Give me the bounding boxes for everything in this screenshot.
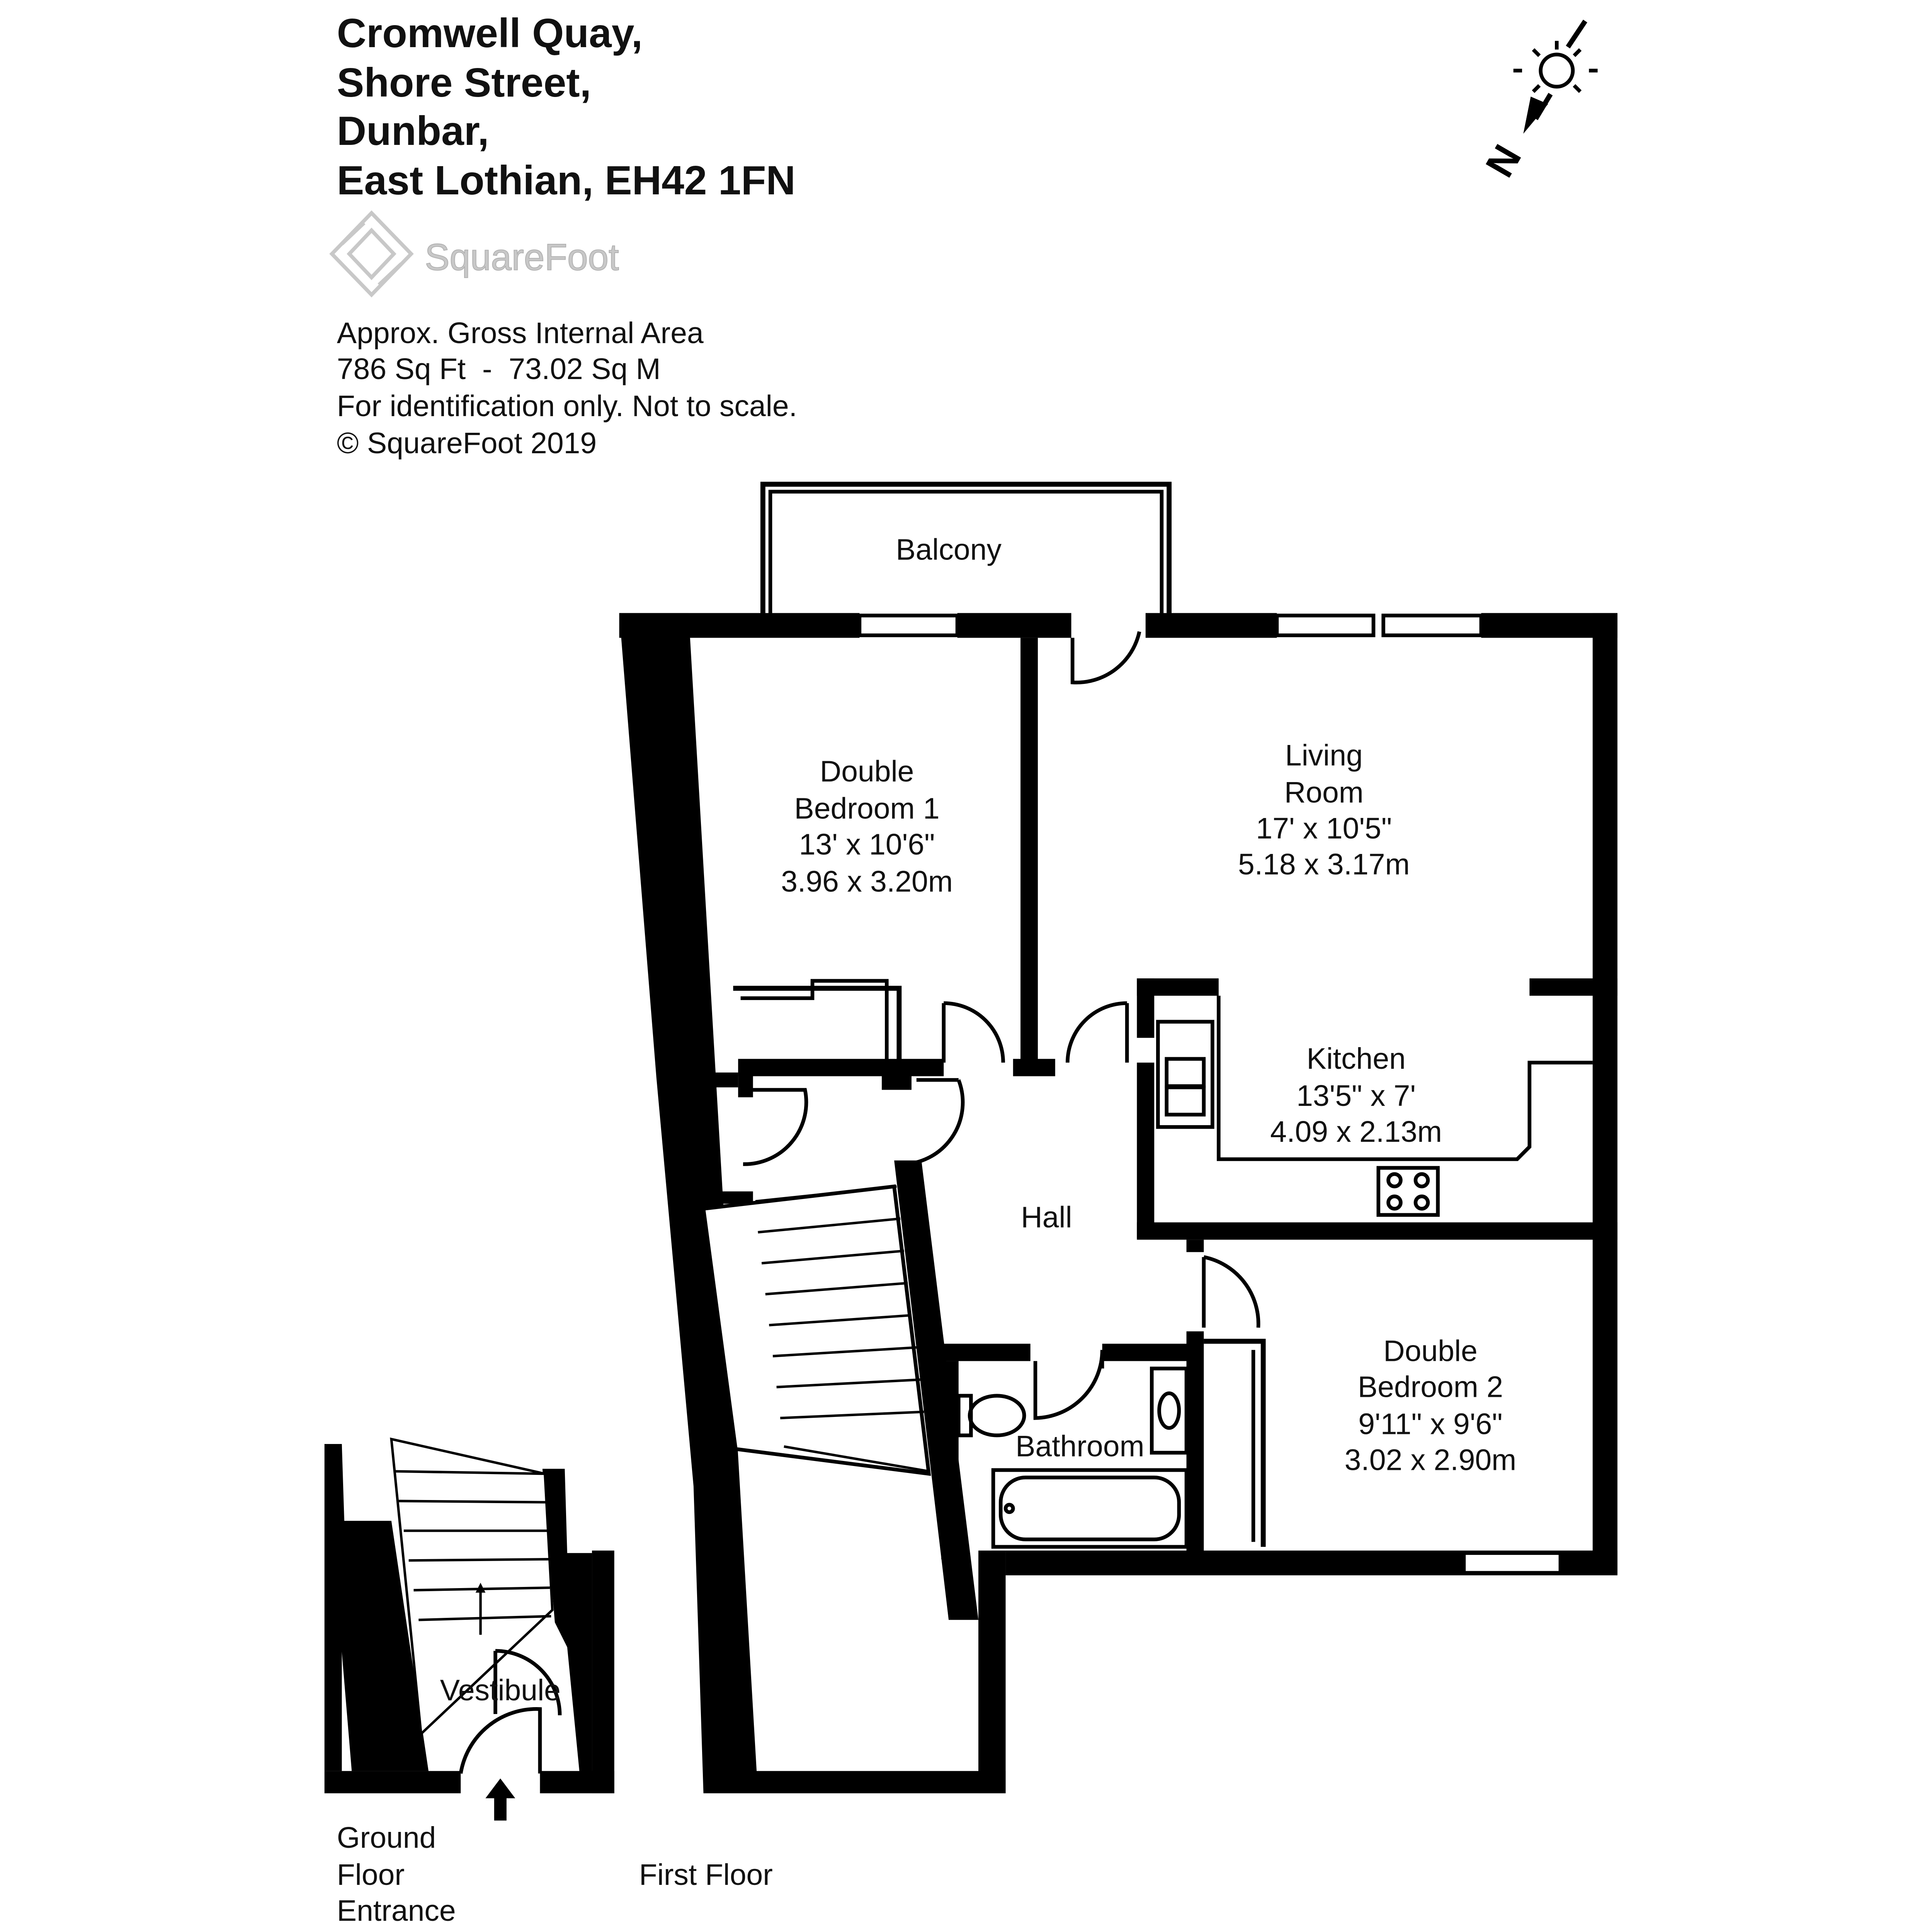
squarefoot-logo bbox=[332, 213, 619, 295]
property-address bbox=[337, 10, 796, 203]
living-label-1: Living bbox=[1285, 738, 1363, 772]
bedroom2-imperial: 9'11" x 9'6" bbox=[1358, 1407, 1503, 1441]
north-label: N bbox=[1477, 137, 1530, 185]
balcony bbox=[763, 484, 1169, 613]
area-title: Approx. Gross Internal Area bbox=[337, 316, 704, 350]
address-line-3: Dunbar, bbox=[337, 108, 489, 154]
entrance-arrow-icon bbox=[485, 1779, 515, 1821]
bedroom1-imperial: 13' x 10'6" bbox=[799, 828, 935, 861]
copyright: © SquareFoot 2019 bbox=[337, 427, 597, 460]
kitchen-label: Kitchen bbox=[1306, 1042, 1406, 1076]
address-line-2: Shore Street, bbox=[337, 60, 591, 105]
ground-floor-label-3: Entrance bbox=[337, 1894, 456, 1928]
first-floor-label: First Floor bbox=[639, 1858, 773, 1892]
bedroom2-wardrobe bbox=[1204, 1341, 1263, 1547]
kitchen-metric: 4.09 x 2.13m bbox=[1270, 1115, 1442, 1149]
compass bbox=[1477, 21, 1597, 184]
logo-text: SquareFoot bbox=[425, 236, 619, 278]
bathroom-label: Bathroom bbox=[1015, 1430, 1145, 1463]
washbasin-icon bbox=[1152, 1369, 1187, 1453]
area-info bbox=[337, 316, 797, 460]
disclaimer: For identification only. Not to scale. bbox=[337, 389, 797, 423]
bedroom2-label-2: Bedroom 2 bbox=[1357, 1370, 1503, 1404]
ground-floor bbox=[325, 1439, 614, 1820]
bedroom1-label-1: Double bbox=[820, 755, 914, 788]
bathtub-icon bbox=[993, 1470, 1187, 1547]
address-line-4: East Lothian, EH42 1FN bbox=[337, 158, 796, 204]
hall-label: Hall bbox=[1021, 1201, 1072, 1234]
vestibule-label: Vestibule bbox=[440, 1673, 561, 1707]
balcony-label: Balcony bbox=[896, 533, 1002, 566]
hob-icon bbox=[1378, 1168, 1438, 1215]
bedroom1-label-2: Bedroom 1 bbox=[794, 792, 940, 825]
address-line-1: Cromwell Quay, bbox=[337, 10, 643, 56]
living-imperial: 17' x 10'5" bbox=[1256, 811, 1392, 845]
sun-north-arrow-icon bbox=[1514, 21, 1598, 134]
living-metric: 5.18 x 3.17m bbox=[1238, 847, 1410, 881]
squarefoot-diamond-logo-icon bbox=[332, 213, 411, 295]
kitchen-imperial: 13'5" x 7' bbox=[1296, 1079, 1416, 1113]
bedroom2-label-1: Double bbox=[1383, 1334, 1478, 1368]
living-label-2: Room bbox=[1284, 776, 1364, 809]
first-floor-stairs bbox=[704, 1187, 929, 1474]
toilet-icon bbox=[959, 1396, 1024, 1435]
ground-floor-label-1: Ground bbox=[337, 1821, 436, 1855]
area-value: 786 Sq Ft - 73.02 Sq M bbox=[337, 352, 661, 386]
floor-labels bbox=[337, 1821, 773, 1927]
bedroom2-metric: 3.02 x 2.90m bbox=[1344, 1443, 1517, 1477]
ground-floor-label-2: Floor bbox=[337, 1858, 405, 1892]
bedroom1-metric: 3.96 x 3.20m bbox=[781, 865, 953, 898]
